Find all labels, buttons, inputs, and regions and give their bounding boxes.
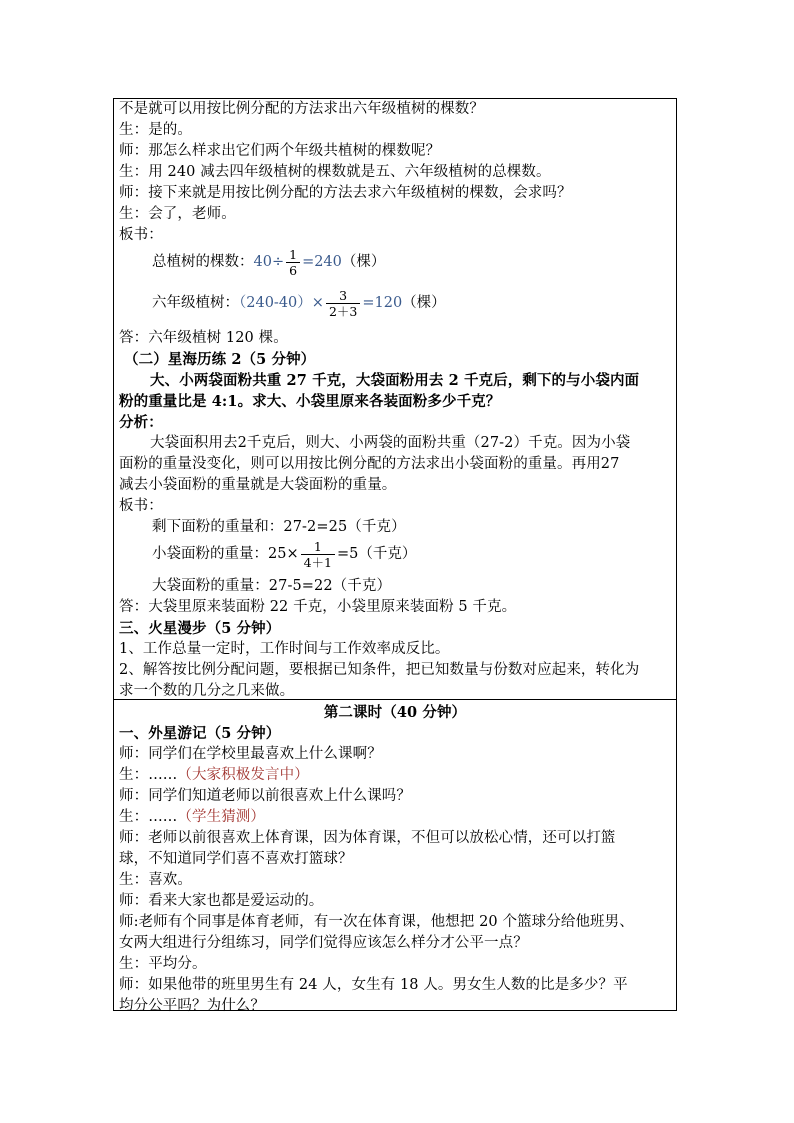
stage-note: （学生猜测）	[177, 809, 266, 825]
dialogue-line: 女两大组进行分组练习，同学们觉得应该怎么样分才公平一点？	[119, 935, 528, 951]
text-line: 板书：	[119, 227, 163, 243]
answer-line: 答：六年级植树 120 棵。	[119, 330, 288, 346]
text-line: 2、解答按比例分配问题，要根据已知条件，把已知数量与份数对应起来，转化为	[119, 662, 640, 678]
formula-total-trees: 总植树的棵数：40÷ $\frac{1}{6}$ =240（棵）	[152, 246, 386, 278]
lesson-cell-2	[114, 700, 676, 1014]
lesson-title: 第二课时（40 分钟）	[323, 704, 467, 721]
dialogue-line: 师:老师有个同事是体育老师，有一次在体育课，他想把 20 个篮球分给他班男、	[119, 914, 634, 930]
dialogue-line: 生：平均分。	[119, 956, 207, 972]
stage-note: （大家积极发言中）	[177, 767, 309, 783]
dialogue-line: 生：……（大家积极发言中）	[119, 767, 309, 783]
dialogue-line: 师：看来大家也都是爱运动的。	[119, 893, 324, 909]
lesson-plan-table	[113, 98, 677, 1014]
fraction: $\frac{3}{2+3}$	[326, 288, 360, 319]
text-line: 生：是的。	[119, 122, 192, 138]
section-heading: 三、火星漫步（5 分钟）	[119, 620, 281, 637]
fraction: $\frac{1}{6}$	[286, 247, 300, 278]
dialogue-line: 均分公平吗？为什么？	[119, 998, 265, 1014]
formula-remaining: 剩下面粉的重量和：27-2=25（千克）	[152, 519, 406, 535]
answer-line: 答：大袋里原来装面粉 22 千克，小袋里原来装面粉 5 千克。	[119, 599, 517, 615]
text-line: 1、工作总量一定时，工作时间与工作效率成反比。	[119, 641, 450, 657]
dialogue-line: 师：同学们知道老师以前很喜欢上什么课吗？	[119, 788, 411, 804]
dialogue-line: 生：喜欢。	[119, 872, 192, 888]
formula-grade6-trees: 六年级植树：（240-40）× $\frac{3}{2+3}$ =120（棵）	[152, 287, 446, 319]
formula-large-bag: 大袋面粉的重量：27-5=22（千克）	[152, 578, 392, 594]
text-line: 减去小袋面粉的重量就是大袋面粉的重量。	[119, 477, 397, 493]
problem-text: 大、小两袋面粉共重 27 千克，大袋面粉用去 2 千克后，剩下的与小袋内面	[150, 372, 640, 389]
text-line: 面粉的重量没变化，则可以用按比例分配的方法求出小袋面粉的重量。再用27	[119, 456, 620, 472]
section-heading: （二）星海历练 2（5 分钟）	[124, 351, 316, 368]
lesson-cell-1	[114, 99, 676, 700]
text-line: 大袋面积用去2千克后，则大、小两袋的面粉共重（27-2）千克。因为小袋	[150, 435, 631, 451]
text-line: 求一个数的几分之几来做。	[119, 683, 295, 699]
text-line: 不是就可以用按比例分配的方法求出六年级植树的棵数？	[119, 101, 484, 117]
text-line: 师：接下来就是用按比例分配的方法去求六年级植树的棵数，会求吗？	[119, 185, 572, 201]
text-line: 生：会了，老师。	[119, 206, 236, 222]
dialogue-line: 师：同学们在学校里最喜欢上什么课啊？	[119, 746, 382, 762]
analysis-label: 分析：	[119, 414, 163, 431]
problem-text: 粉的重量比是 4:1。求大、小袋里原来各装面粉多少千克？	[119, 393, 501, 410]
text-line: 板书：	[119, 498, 163, 514]
dialogue-line: 生：……（学生猜测）	[119, 809, 266, 825]
formula-small-bag: 小袋面粉的重量：25× $\frac{1}{4+1}$ =5（千克）	[152, 538, 417, 570]
text-line: 生：用 240 减去四年级植树的棵数就是五、六年级植树的总棵数。	[119, 164, 551, 180]
fraction: $\frac{1}{4+1}$	[301, 539, 335, 570]
dialogue-line: 球，不知道同学们喜不喜欢打篮球？	[119, 851, 353, 867]
text-line: 师：那怎么样求出它们两个年级共植树的棵数呢？	[119, 143, 441, 159]
section-heading: 一、外星游记（5 分钟）	[119, 725, 281, 742]
dialogue-line: 师：如果他带的班里男生有 24 人，女生有 18 人。男女生人数的比是多少？平	[119, 977, 628, 993]
dialogue-line: 师：老师以前很喜欢上体育课，因为体育课，不但可以放松心情，还可以打篮	[119, 830, 616, 846]
